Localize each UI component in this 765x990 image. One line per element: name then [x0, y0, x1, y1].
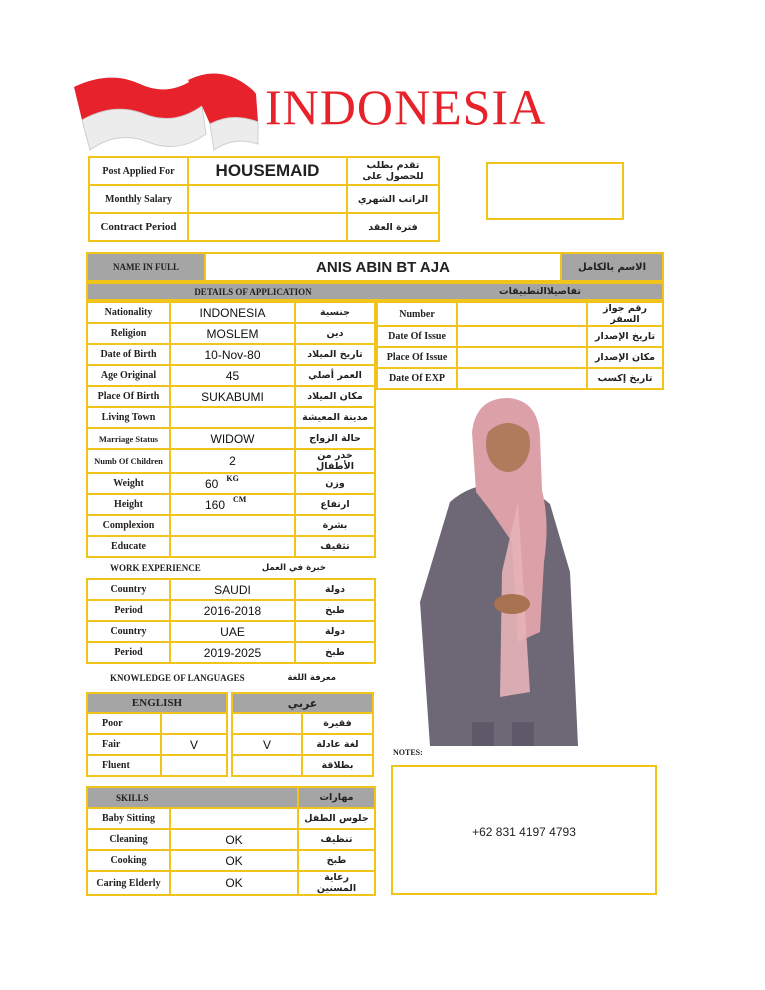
passport-label: Date Of Issue [377, 326, 457, 347]
passport-ar: رقم جواز السفر [587, 302, 663, 326]
english-mark: V [161, 734, 227, 755]
personal-ar: بشرة [295, 515, 375, 536]
skill-ar: تنظيف [298, 829, 375, 850]
work-label: Country [87, 579, 170, 600]
work-row [87, 621, 375, 642]
work-title-ar: خبرة في العمل [261, 563, 326, 573]
post-value: HOUSEMAID [188, 157, 347, 185]
work-label: Period [87, 600, 170, 621]
skill-value: OK [170, 850, 298, 871]
personal-value [170, 494, 295, 515]
notes-label: NOTES: [393, 748, 423, 757]
skill-ar: طبخ [298, 850, 375, 871]
passport-ar: مكان الإصدار [587, 347, 663, 368]
skill-row [87, 829, 375, 850]
arabic-row [232, 755, 373, 776]
arabic-mark: V [232, 734, 302, 755]
languages-title-ar: معرفة اللغة [287, 673, 336, 683]
skill-row [87, 871, 375, 895]
work-ar: طبخ [295, 600, 375, 621]
name-value: ANIS ABIN BT AJA [206, 254, 562, 280]
passport-ar: تاريخ الإصدار [587, 326, 663, 347]
personal-ar: تثقيف [295, 536, 375, 557]
personal-row [87, 386, 375, 407]
arabic-header: عربي [232, 693, 373, 713]
unit-label: CM [233, 494, 247, 504]
personal-value [170, 536, 295, 557]
personal-value-text: WIDOW [210, 431, 255, 446]
personal-ar: ارتفاع [295, 494, 375, 515]
personal-ar: العمر أصلي [295, 365, 375, 386]
personal-label: Weight [87, 473, 170, 494]
arabic-mark [232, 755, 302, 776]
personal-value-text: 160 [205, 497, 226, 512]
personal-value-text: INDONESIA [199, 305, 266, 320]
personal-value-text: SUKABUMI [201, 389, 264, 404]
personal-label: Marriage Status [87, 428, 170, 449]
passport-row [377, 326, 663, 347]
salary-ar: الراتب الشهري [347, 185, 439, 213]
passport-ar: تاريخ إكسب [587, 368, 663, 389]
personal-table [86, 301, 376, 558]
personal-label: Nationality [87, 302, 170, 323]
personal-value [170, 428, 295, 449]
contract-label: Contract Period [89, 213, 188, 241]
personal-value [170, 323, 295, 344]
contract-ar: فترة العقد [347, 213, 439, 241]
post-info-table [88, 156, 440, 242]
details-bar [86, 282, 664, 301]
work-row [87, 642, 375, 663]
passport-value [457, 347, 587, 368]
languages-header [86, 673, 376, 687]
personal-ar: مدينة المعيشة [295, 407, 375, 428]
passport-label: Place Of Issue [377, 347, 457, 368]
work-ar: دولة [295, 579, 375, 600]
personal-label: Complexion [87, 515, 170, 536]
personal-label: Educate [87, 536, 170, 557]
personal-row [87, 536, 375, 557]
arabic-row [232, 734, 373, 755]
work-ar: دولة [295, 621, 375, 642]
arabic-level: بطلاقة [302, 755, 373, 776]
skill-value: OK [170, 829, 298, 850]
passport-label: Number [377, 302, 457, 326]
indonesia-flag [70, 62, 260, 162]
english-row [87, 734, 227, 755]
personal-value [170, 407, 295, 428]
salary-value [188, 185, 347, 213]
post-ar: تقدم بطلب للحصول على [347, 157, 439, 185]
arabic-table [231, 692, 374, 777]
passport-label: Date Of EXP [377, 368, 457, 389]
work-label: Country [87, 621, 170, 642]
details-ar: تفاصيلاالتطبيقات [499, 286, 581, 297]
skills-title-ar: مهارات [298, 787, 375, 808]
work-label: Period [87, 642, 170, 663]
personal-ar: تاريخ الميلاد [295, 344, 375, 365]
brand-title: INDONESIA [265, 79, 547, 135]
personal-label: Height [87, 494, 170, 515]
english-level: Poor [87, 713, 161, 734]
work-value: UAE [170, 621, 295, 642]
passport-row [377, 347, 663, 368]
work-table [86, 578, 376, 664]
skills-table [86, 786, 376, 896]
post-label: Post Applied For [89, 157, 188, 185]
english-mark [161, 713, 227, 734]
name-bar [86, 252, 664, 282]
personal-ar: خدر من الأطفال [295, 449, 375, 473]
personal-label: Religion [87, 323, 170, 344]
personal-label: Age Original [87, 365, 170, 386]
personal-row [87, 344, 375, 365]
english-row [87, 713, 227, 734]
passport-value [457, 302, 587, 326]
personal-value [170, 515, 295, 536]
passport-row [377, 302, 663, 326]
english-table [86, 692, 228, 777]
work-value: 2019-2025 [170, 642, 295, 663]
personal-ar: دين [295, 323, 375, 344]
personal-row [87, 473, 375, 494]
personal-row [87, 302, 375, 323]
personal-value [170, 302, 295, 323]
skill-value [170, 808, 298, 829]
notes-box [391, 765, 657, 895]
arabic-row [232, 713, 373, 734]
skills-title: SKILLS [87, 787, 298, 808]
skill-ar: جلوس الطفل [298, 808, 375, 829]
personal-row [87, 323, 375, 344]
skill-label: Baby Sitting [87, 808, 170, 829]
skill-row [87, 850, 375, 871]
skill-label: Caring Elderly [87, 871, 170, 895]
applicant-photo [420, 392, 578, 746]
passport-table [376, 301, 664, 390]
personal-row [87, 494, 375, 515]
personal-value [170, 473, 295, 494]
personal-ar: حالة الزواج [295, 428, 375, 449]
arabic-level: فقيرة [302, 713, 373, 734]
work-row [87, 600, 375, 621]
personal-ar: وزن [295, 473, 375, 494]
name-label: NAME IN FULL [88, 254, 206, 280]
skill-value: OK [170, 871, 298, 895]
passport-value [457, 326, 587, 347]
personal-row [87, 515, 375, 536]
skill-label: Cooking [87, 850, 170, 871]
work-ar: طبخ [295, 642, 375, 663]
work-header [86, 563, 376, 577]
personal-row [87, 365, 375, 386]
personal-label: Place Of Birth [87, 386, 170, 407]
personal-value-text: 10-Nov-80 [204, 347, 261, 362]
personal-row [87, 428, 375, 449]
personal-label: Living Town [87, 407, 170, 428]
personal-value [170, 386, 295, 407]
skill-label: Cleaning [87, 829, 170, 850]
work-value: SAUDI [170, 579, 295, 600]
english-row [87, 755, 227, 776]
work-title: WORK EXPERIENCE [110, 563, 201, 573]
notes-value: +62 831 4197 4793 [472, 825, 576, 839]
english-level: Fair [87, 734, 161, 755]
personal-label: Date of Birth [87, 344, 170, 365]
work-row [87, 579, 375, 600]
personal-value [170, 344, 295, 365]
contract-value [188, 213, 347, 241]
english-level: Fluent [87, 755, 161, 776]
salary-label: Monthly Salary [89, 185, 188, 213]
skill-row [87, 808, 375, 829]
passport-value [457, 368, 587, 389]
languages-title: KNOWLEDGE OF LANGUAGES [110, 673, 245, 683]
personal-row [87, 449, 375, 473]
arabic-mark [232, 713, 302, 734]
skill-ar: رعاية المسنين [298, 871, 375, 895]
personal-value [170, 449, 295, 473]
personal-value-text: 2 [229, 454, 236, 468]
stamp-box [486, 162, 624, 220]
english-mark [161, 755, 227, 776]
english-header: ENGLISH [87, 693, 227, 713]
personal-value-text: MOSLEM [206, 326, 259, 341]
unit-label: KG [226, 473, 239, 483]
arabic-level: لغة عادلة [302, 734, 373, 755]
details-label: DETAILS OF APPLICATION [194, 286, 312, 297]
personal-value [170, 365, 295, 386]
personal-ar: مكان الميلاد [295, 386, 375, 407]
personal-ar: جنسية [295, 302, 375, 323]
personal-value-text: 60 [205, 476, 219, 491]
passport-row [377, 368, 663, 389]
name-ar: الاسم بالكامل [578, 261, 646, 273]
work-value: 2016-2018 [170, 600, 295, 621]
personal-row [87, 407, 375, 428]
personal-label: Numb Of Children [87, 449, 170, 473]
personal-value-text: 45 [225, 368, 240, 383]
